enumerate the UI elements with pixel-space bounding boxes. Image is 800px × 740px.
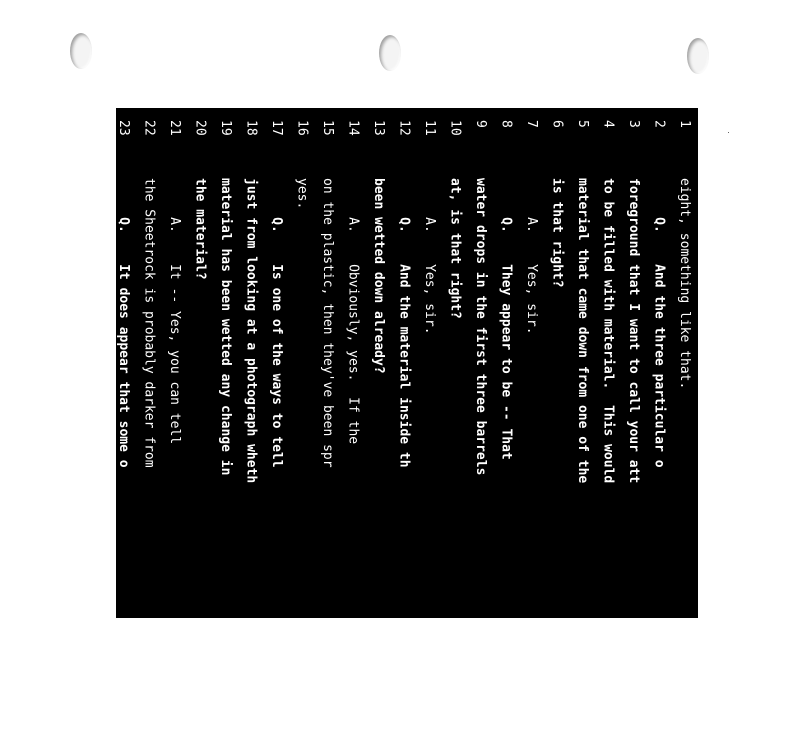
line-text: Q. And the three particular o — [651, 178, 667, 468]
line-number: 2 — [651, 120, 667, 128]
binder-hole-center — [379, 35, 401, 71]
line-text: A. Obviously, yes. If the — [345, 178, 361, 445]
line-text: is that right? — [549, 178, 565, 288]
line-text: just from looking at a photograph wheth — [243, 178, 259, 484]
line-text: eight, something like that. — [677, 178, 692, 390]
transcript-line — [113, 120, 133, 740]
line-text: A. Yes, sir. — [524, 178, 539, 335]
line-text: material has been wetted any change in — [218, 178, 233, 476]
line-text: on the plastic, then they've been spr — [320, 178, 335, 468]
line-number: 4 — [600, 120, 616, 128]
line-text: Q. It does appear that some o — [116, 178, 131, 468]
line-number: 19 — [218, 120, 233, 136]
transcript-line — [674, 120, 694, 740]
line-text: Q. And the material inside th — [396, 178, 412, 468]
line-text: the Sheetrock is probably darker from — [141, 178, 157, 468]
transcript-line — [88, 120, 108, 740]
transcript-line — [343, 120, 363, 740]
line-number: 9 — [473, 120, 488, 128]
binder-hole-right — [687, 38, 709, 74]
line-number: 8 — [498, 120, 514, 128]
transcript-line — [139, 120, 159, 740]
transcript-line — [470, 120, 490, 740]
line-text: foreground that I want to call your att — [626, 178, 641, 484]
line-number: 5 — [575, 120, 590, 128]
line-number: 21 — [167, 120, 182, 136]
line-number: 15 — [320, 120, 335, 136]
line-text: material, as you described it, is darke — [90, 178, 106, 484]
transcript-line — [521, 120, 541, 740]
line-number: 23 — [116, 120, 131, 136]
line-number: 1 — [677, 120, 692, 128]
line-number: 7 — [524, 120, 539, 128]
line-number: 24 — [90, 120, 106, 136]
line-number: 18 — [243, 120, 259, 136]
line-text: water drops in the first three barrels — [473, 178, 488, 476]
transcript-line — [394, 120, 414, 740]
line-number: 14 — [345, 120, 361, 136]
line-number: 3 — [626, 120, 641, 128]
line-text: Q. Is one of the ways to tell — [269, 178, 284, 468]
line-number: 11 — [422, 120, 437, 136]
line-text: material that came down from one of the — [575, 178, 590, 484]
line-number: 20 — [192, 120, 208, 136]
binder-hole-left — [70, 33, 92, 69]
line-number: 13 — [371, 120, 386, 136]
transcript-line — [598, 120, 618, 740]
line-number: 22 — [141, 120, 157, 136]
line-text: the material? — [192, 178, 208, 280]
transcript-line — [190, 120, 210, 740]
transcript-line — [649, 120, 669, 740]
transcript-line — [547, 120, 567, 740]
line-text: to be filled with material. This would — [600, 178, 616, 484]
transcript-line — [266, 120, 286, 740]
line-text: been wetted down already? — [371, 178, 386, 374]
line-number: 16 — [294, 120, 310, 136]
line-number: 10 — [447, 120, 463, 136]
line-number: 17 — [269, 120, 284, 136]
line-text: Q. They appear to be -- That — [498, 178, 514, 460]
transcript-line — [164, 120, 184, 740]
line-text: at, is that right? — [447, 178, 463, 319]
transcript-line — [623, 120, 643, 740]
line-number: 6 — [549, 120, 565, 128]
transcript-line — [368, 120, 388, 740]
scan-speck — [728, 132, 729, 133]
line-text: A. Yes, sir. — [422, 178, 437, 335]
transcript-line — [317, 120, 337, 740]
transcript-line — [445, 120, 465, 740]
transcript-line — [292, 120, 312, 740]
line-text: A. It -- Yes, you can tell — [167, 178, 182, 445]
transcript-page — [90, 108, 698, 618]
transcript-line — [496, 120, 516, 740]
transcript-line — [419, 120, 439, 740]
transcript-line — [572, 120, 592, 740]
line-number: 12 — [396, 120, 412, 136]
line-text: yes. — [294, 178, 310, 210]
transcript-line — [241, 120, 261, 740]
transcript-line — [215, 120, 235, 740]
